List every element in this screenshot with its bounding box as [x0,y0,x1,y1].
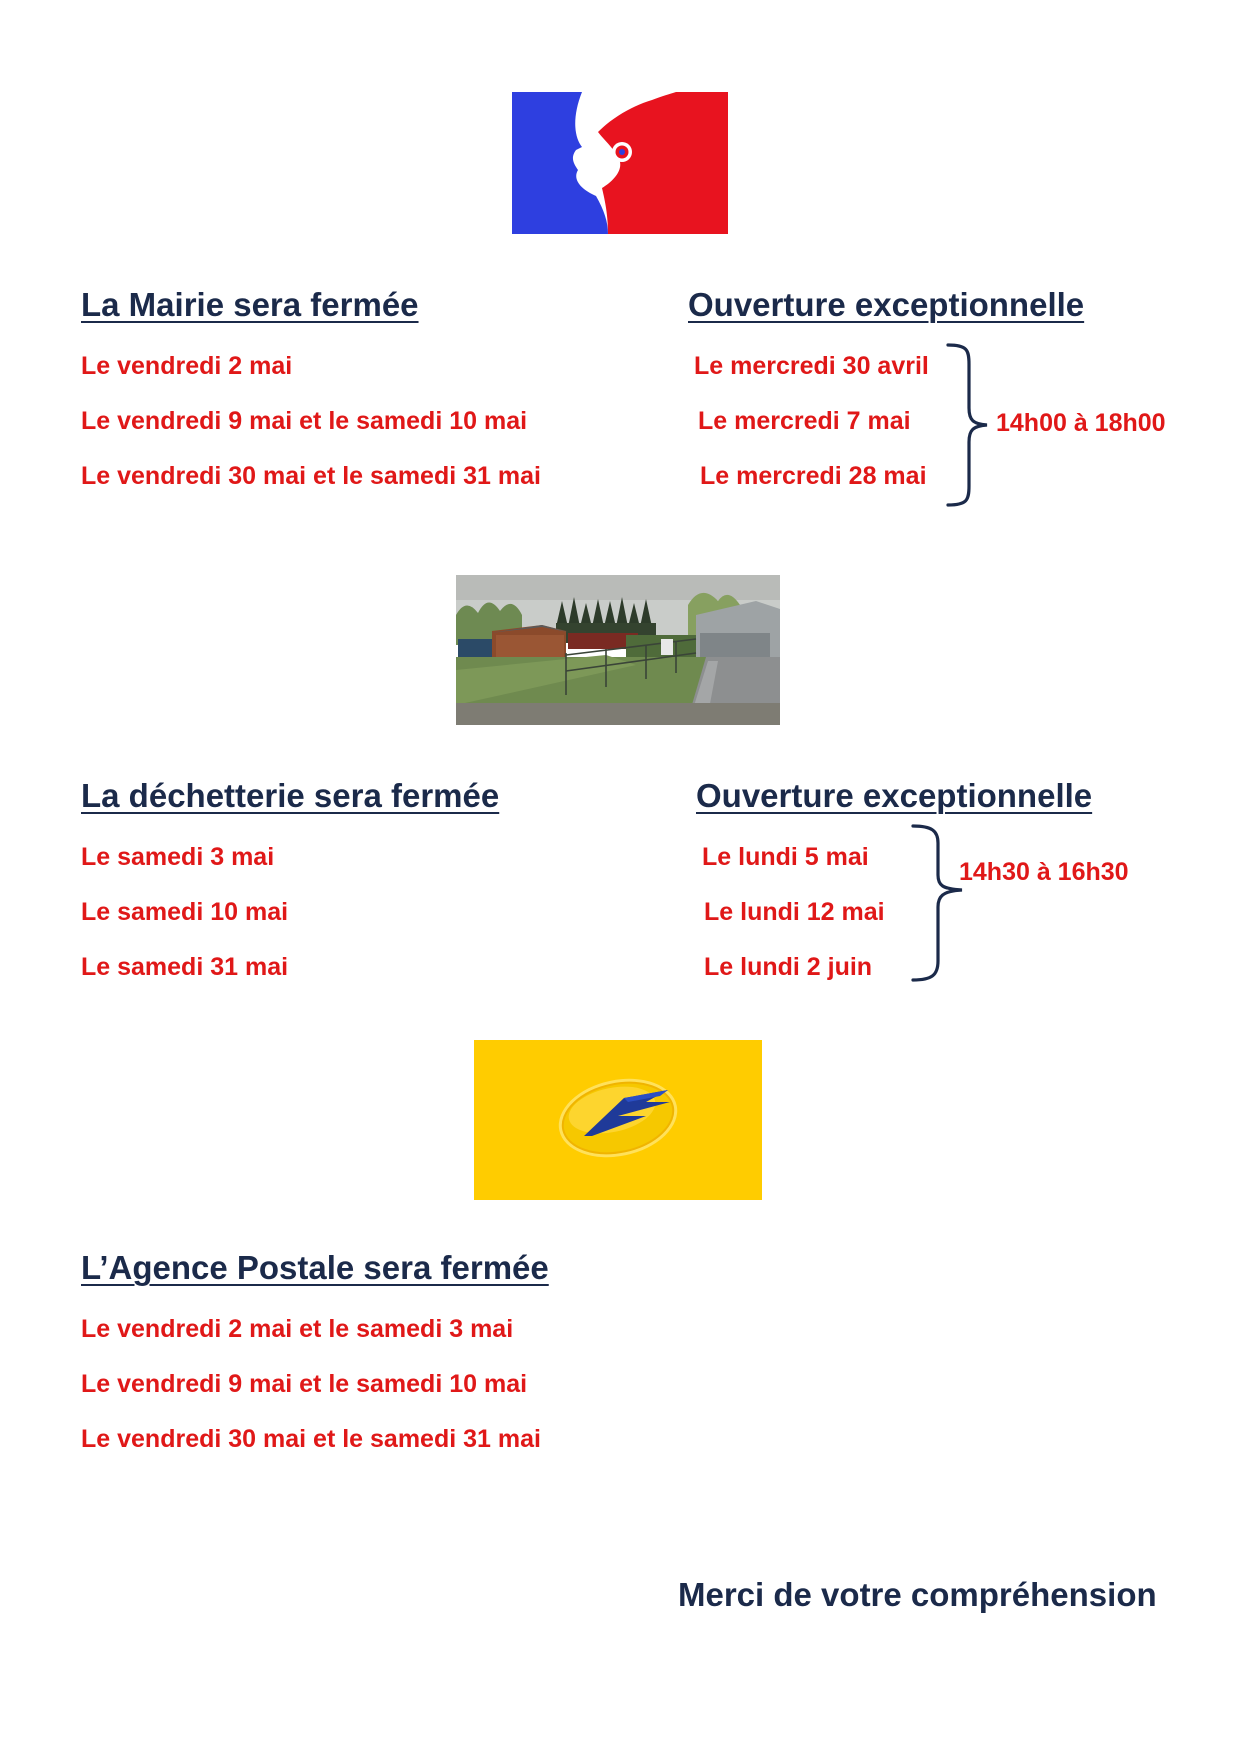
mairie-closure-item: Le vendredi 30 mai et le samedi 31 mai [81,462,541,490]
decheterie-photo [456,575,780,725]
decheterie-closure-item: Le samedi 10 mai [81,898,289,926]
mairie-hours: 14h00 à 18h00 [996,409,1166,437]
mairie-opening-item: Le mercredi 28 mai [700,462,927,490]
decheterie-heading: La déchetterie sera fermée [81,777,500,814]
mairie-opening-item: Le mercredi 7 mai [698,407,911,435]
decheterie-opening-item: Le lundi 12 mai [704,898,885,926]
decheterie-closure-item: Le samedi 31 mai [81,953,289,981]
poste-closure-item: Le vendredi 30 mai et le samedi 31 mai [81,1425,541,1453]
decheterie-opening-item: Le lundi 5 mai [702,843,869,871]
mairie-closure-item: Le vendredi 2 mai [81,352,293,380]
mairie-heading: La Mairie sera fermée [81,286,419,323]
mairie-closure-item: Le vendredi 9 mai et le samedi 10 mai [81,407,528,435]
decheterie-opening-heading: Ouverture exceptionnelle [696,777,1093,814]
thanks-message: Merci de votre compréhension [678,1576,1157,1613]
mairie-opening-item: Le mercredi 30 avril [694,352,929,380]
la-poste-logo [474,1040,762,1200]
poste-heading: L’Agence Postale sera fermée [81,1249,549,1286]
mairie-opening-heading: Ouverture exceptionnelle [688,286,1085,323]
mairie-brace-icon [945,342,991,508]
decheterie-brace-icon [910,823,966,983]
decheterie-closure-item: Le samedi 3 mai [81,843,275,871]
decheterie-hours: 14h30 à 16h30 [959,858,1129,886]
decheterie-opening-item: Le lundi 2 juin [704,953,873,981]
marianne-logo [512,92,728,234]
poste-closure-item: Le vendredi 9 mai et le samedi 10 mai [81,1370,528,1398]
poste-closure-item: Le vendredi 2 mai et le samedi 3 mai [81,1315,514,1343]
